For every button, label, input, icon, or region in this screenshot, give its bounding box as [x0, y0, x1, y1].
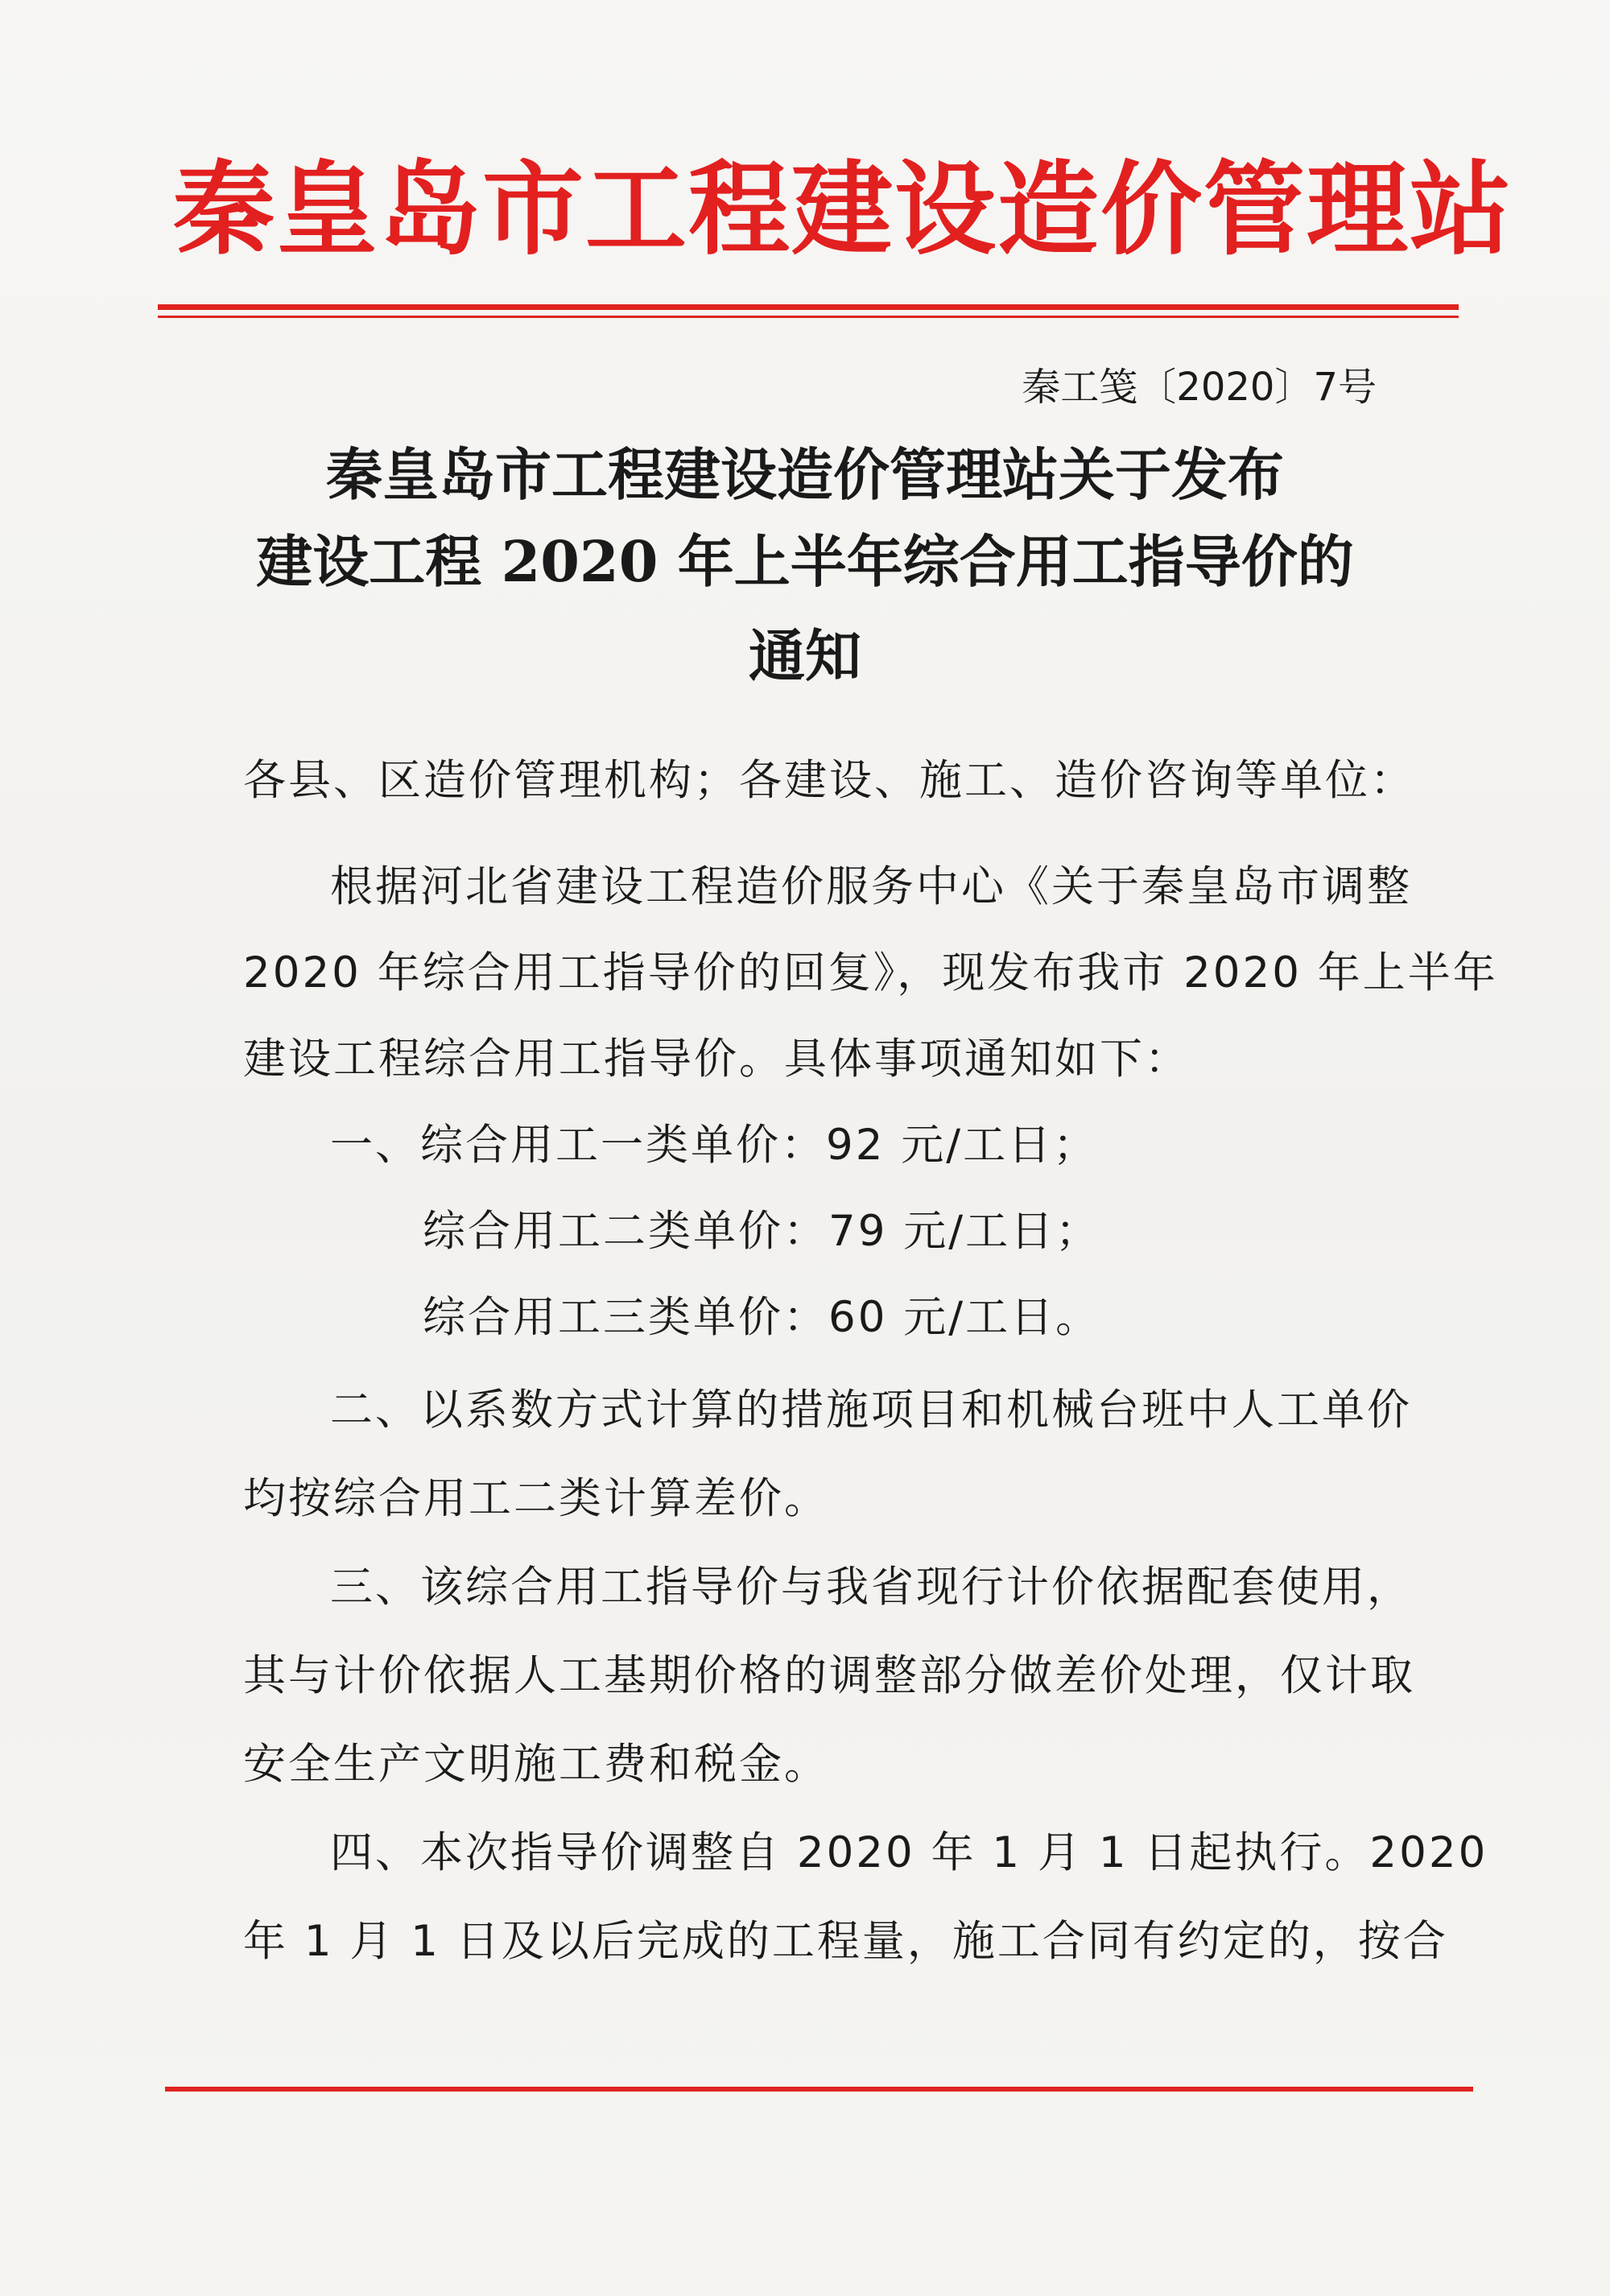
document-number: 秦工笺〔2020〕7号: [1022, 365, 1377, 410]
title-line-2: 建设工程 2020 年上半年综合用工指导价的: [256, 528, 1354, 595]
paragraph-1-line-2: 2020 年综合用工指导价的回复》，现发布我市 2020 年上半年: [243, 948, 1498, 997]
item-4-line-2: 年 1 月 1 日及以后完成的工程量，施工合同有约定的，按合: [243, 1917, 1448, 1966]
paragraph-1-line-1: 根据河北省建设工程造价服务中心《关于秦皇岛市调整: [330, 862, 1412, 911]
item-1-line-3: 综合用工三类单价：60 元/工日。: [423, 1293, 1101, 1342]
footer-red-rule: [165, 2087, 1473, 2092]
item-2-line-2: 均按综合用工二类计算差价。: [243, 1474, 829, 1523]
item-1-line-1: 一、综合用工一类单价：92 元/工日；: [330, 1121, 1099, 1170]
addressee: 各县、区造价管理机构；各建设、施工、造价咨询等单位：: [243, 756, 1415, 805]
title-line-1: 秦皇岛市工程建设造价管理站关于发布: [326, 441, 1284, 508]
item-1-line-2: 综合用工二类单价：79 元/工日；: [423, 1207, 1101, 1256]
item-3-line-1: 三、该综合用工指导价与我省现行计价依据配套使用，: [330, 1563, 1412, 1612]
letterhead-org-name: 秦皇岛市工程建设造价管理站: [173, 150, 1513, 269]
item-2-line-1: 二、以系数方式计算的措施项目和机械台班中人工单价: [330, 1385, 1412, 1435]
title-line-3: 通知: [749, 622, 861, 689]
item-4-line-1: 四、本次指导价调整自 2020 年 1 月 1 日起执行。2020: [330, 1828, 1488, 1877]
paragraph-1-line-3: 建设工程综合用工指导价。具体事项通知如下：: [243, 1034, 1190, 1084]
item-3-line-3: 安全生产文明施工费和税金。: [243, 1740, 829, 1789]
item-3-line-2: 其与计价依据人工基期价格的调整部分做差价处理，仅计取: [243, 1651, 1415, 1700]
letterhead-red-rule-thin: [158, 316, 1459, 318]
letterhead-red-rule-thick: [158, 304, 1459, 310]
